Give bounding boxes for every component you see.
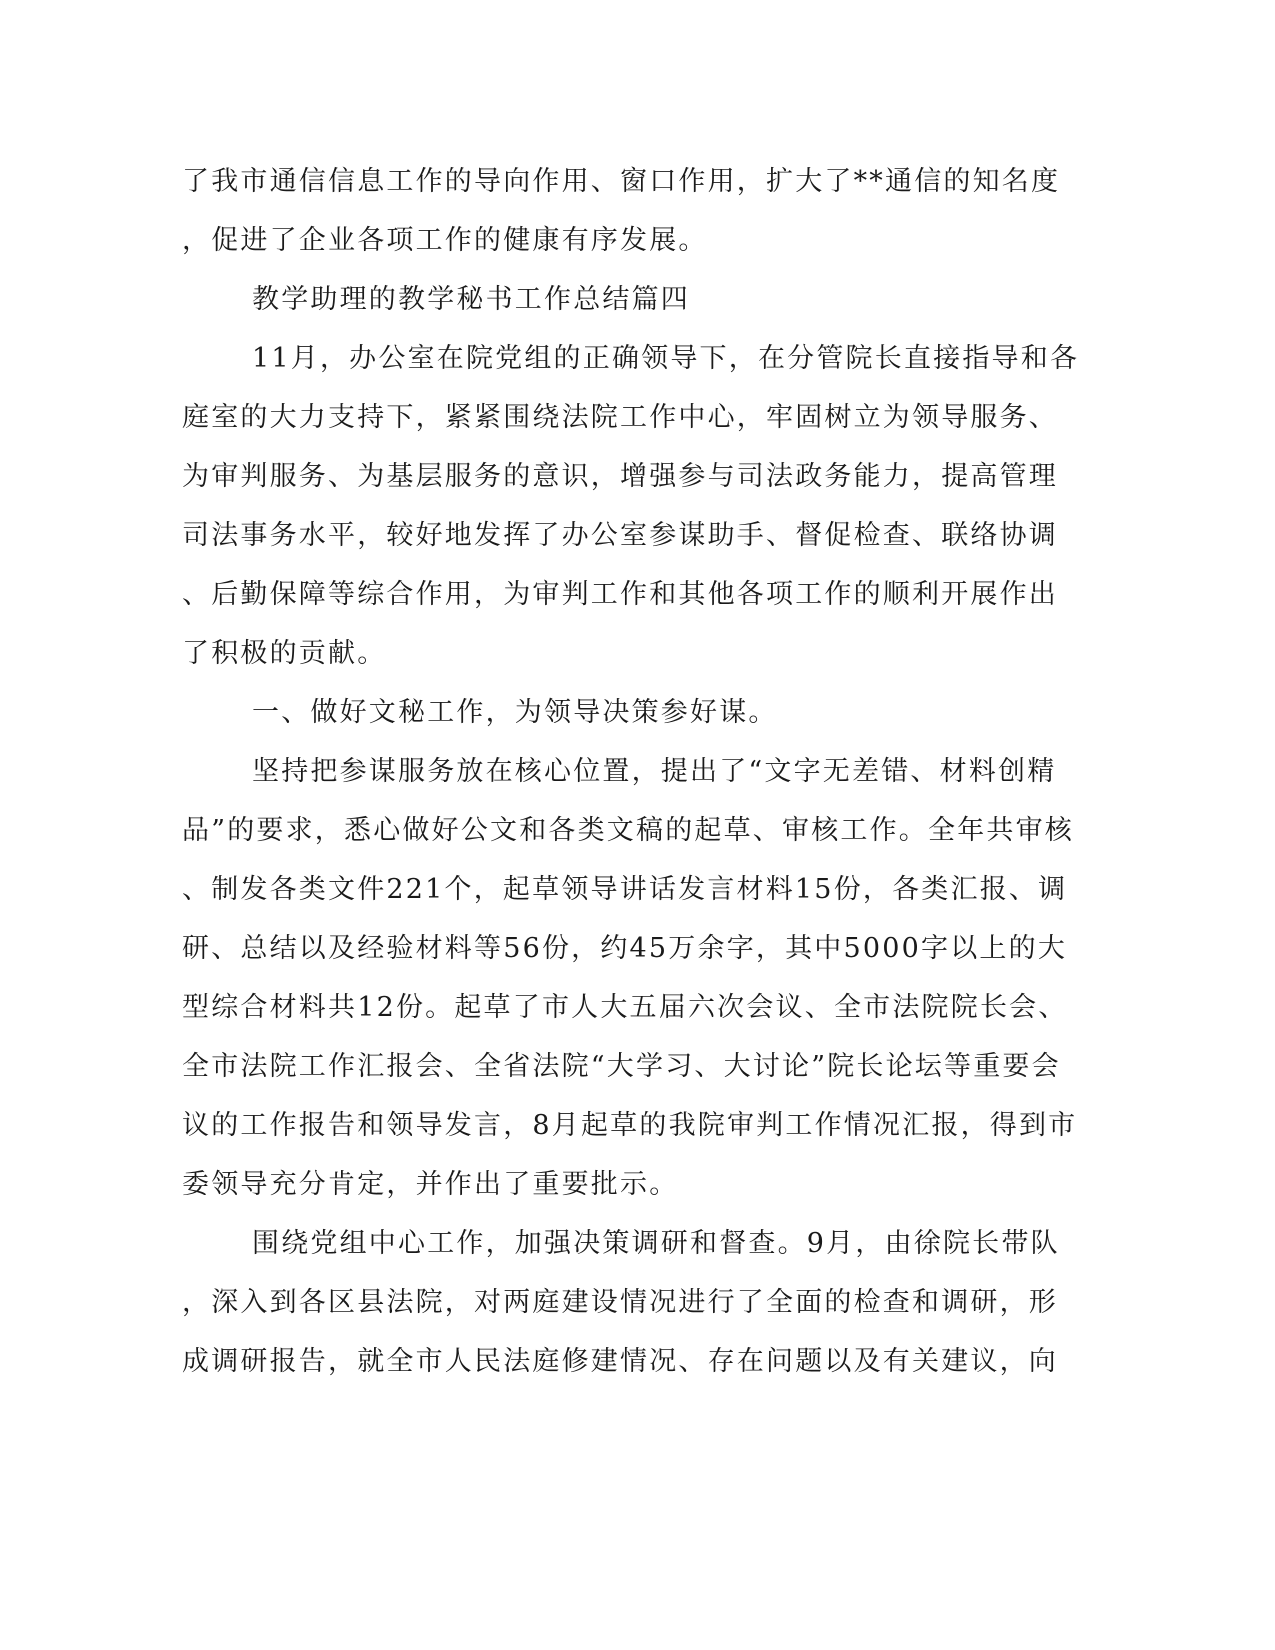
text-line: 庭室的大力支持下，紧紧围绕法院工作中心，牢固树立为领导服务、 xyxy=(182,402,1058,433)
text-line: 围绕党组中心工作，加强决策调研和督查。9月，由徐院长带队 xyxy=(252,1228,1060,1259)
text-line: 11月，办公室在院党组的正确领导下，在分管院长直接指导和各 xyxy=(252,343,1080,374)
text-line: ，深入到各区县法院，对两庭建设情况进行了全面的检查和调研，形 xyxy=(182,1287,1058,1318)
text-line: 品”的要求，悉心做好公文和各类文稿的起草、审核工作。全年共审核 xyxy=(182,815,1075,846)
text-line: 全市法院工作汇报会、全省法院“大学习、大讨论”院长论坛等重要会 xyxy=(182,1051,1061,1082)
section-heading: 教学助理的教学秘书工作总结篇四 xyxy=(252,284,690,315)
text-line: 司法事务水平，较好地发挥了办公室参谋助手、督促检查、联络协调 xyxy=(182,520,1058,551)
text-line: 了积极的贡献。 xyxy=(182,638,387,669)
text-line: 、后勤保障等综合作用，为审判工作和其他各项工作的顺利开展作出 xyxy=(182,579,1058,610)
text-line: 型综合材料共12份。起草了市人大五届六次会议、全市法院院长会、 xyxy=(182,992,1068,1023)
text-line: 了我市通信信息工作的导向作用、窗口作用，扩大了**通信的知名度 xyxy=(182,166,1061,197)
text-line: 成调研报告，就全市人民法庭修建情况、存在问题以及有关建议，向 xyxy=(182,1346,1058,1377)
text-line: 为审判服务、为基层服务的意识，增强参与司法政务能力，提高管理 xyxy=(182,461,1058,492)
text-line: 委领导充分肯定，并作出了重要批示。 xyxy=(182,1169,679,1200)
text-line: 坚持把参谋服务放在核心位置，提出了“文字无差错、材料创精 xyxy=(252,756,1057,787)
subsection-heading: 一、做好文秘工作，为领导决策参好谋。 xyxy=(252,697,778,728)
text-line: 议的工作报告和领导发言，8月起草的我院审判工作情况汇报，得到市 xyxy=(182,1110,1078,1141)
text-line: ，促进了企业各项工作的健康有序发展。 xyxy=(182,225,708,256)
text-line: 研、总结以及经验材料等56份，约45万余字，其中5000字以上的大 xyxy=(182,933,1068,964)
text-line: 、制发各类文件221个，起草领导讲话发言材料15份，各类汇报、调 xyxy=(182,874,1068,905)
